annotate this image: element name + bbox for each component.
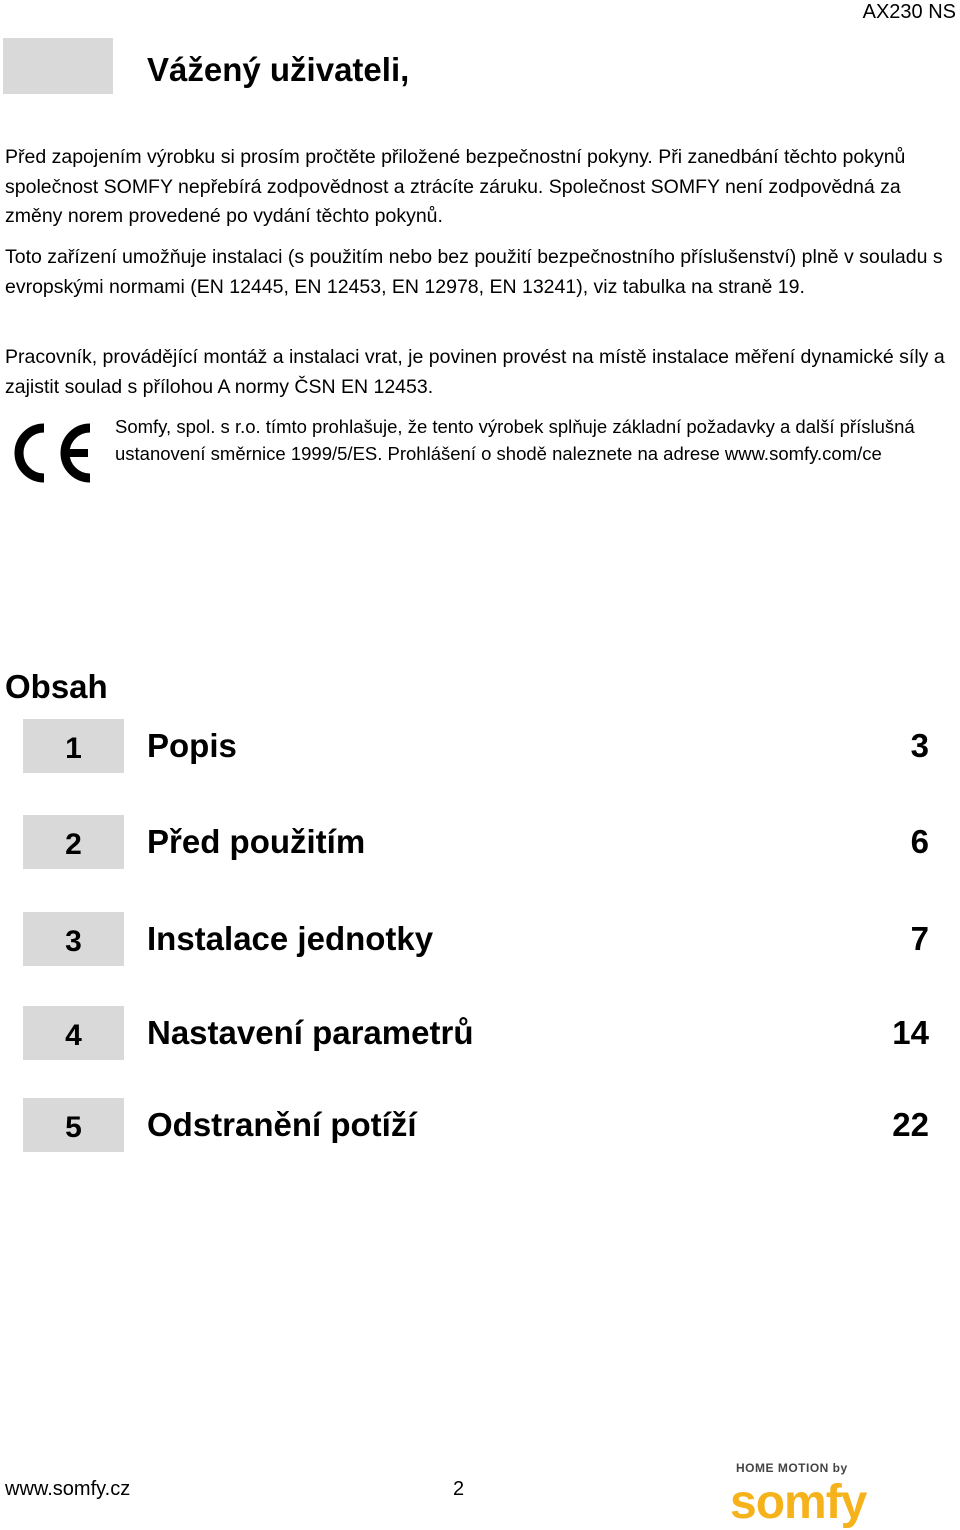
toc-heading: Obsah [5,668,108,705]
model-code: AX230 NS [862,1,956,23]
toc-item-page: 6 [910,823,929,860]
toc-item-title: Odstranění potíží [147,1106,417,1143]
ce-mark-icon [6,420,98,486]
toc-item-page: 22 [892,1106,929,1143]
toc-item-4[interactable] [23,1006,933,1060]
footer-page-number: 2 [453,1478,465,1500]
somfy-wordmark-icon [728,1474,928,1528]
toc-item-page: 3 [910,727,929,764]
toc-number-box: 3 [23,912,124,966]
toc-item-2[interactable] [23,815,933,869]
logo-tagline: HOME MOTION by [736,1461,848,1475]
toc-item-title: Instalace jednotky [147,920,434,957]
toc-item-5[interactable] [23,1098,933,1152]
toc-item-1[interactable] [23,719,933,773]
toc-number-box: 2 [23,815,124,869]
toc-item-title: Před použitím [147,823,366,860]
toc-number-box: 5 [23,1098,124,1152]
toc-item-3[interactable] [23,912,933,966]
toc-number-box: 4 [23,1006,124,1060]
intro-paragraph-3: Pracovník, provádějící montáž a instalaci vrat, je povinen provést na místě instalace měření dynamické síly a zajistit soulad s přílohou A normy ČSN EN 12453. [5,346,945,398]
toc-number-box: 1 [23,719,124,773]
page-title: Vážený uživateli, [147,51,410,88]
title-accent-box [3,38,113,94]
intro-paragraph-1: Před zapojením výrobku si prosím pročtěte přiložené bezpečnostní pokyny. Při zanedbání těchto pokynů společnost SOMFY nepřebírá zodpovědnost a ztrácíte záruku. Společnost SOMFY není zodpovědná za změny norem provedené po vydání těchto pokynů. [5,146,906,227]
toc-item-page: 7 [910,920,929,957]
footer-website-link[interactable]: www.somfy.cz [5,1478,131,1500]
somfy-logo [728,1460,928,1528]
ce-declaration: Somfy, spol. s r.o. tímto prohlašuje, že tento výrobek splňuje základní požadavky a další příslušná ustanovení směrnice 1999/5/ES. Prohlášení o shodě naleznete na adrese www.somfy.com/ce [115,416,915,464]
toc-item-page: 14 [892,1014,929,1051]
svg-text:somfy: somfy [730,1476,867,1528]
toc-item-title: Popis [147,727,237,764]
intro-paragraph-2: Toto zařízení umožňuje instalaci (s použitím nebo bez použití bezpečnostního příslušenství) plně v souladu s evropskými normami (EN 12445, EN 12453, EN 12978, EN 13241), viz tabulka na straně 19. [5,246,943,298]
toc-item-title: Nastavení parametrů [147,1014,474,1051]
